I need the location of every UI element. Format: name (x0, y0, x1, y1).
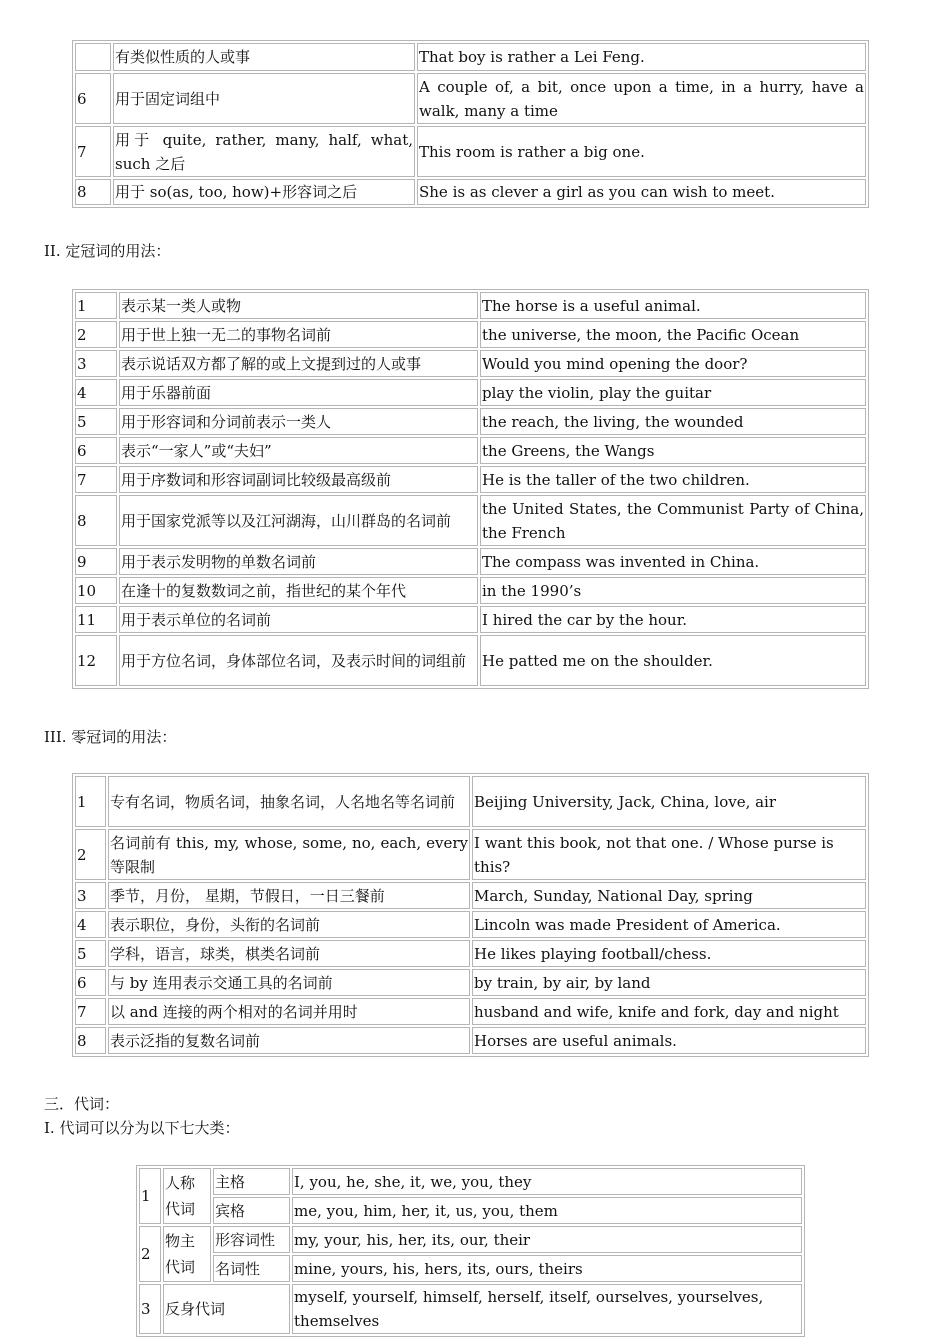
table-row (75, 940, 866, 967)
table-row (75, 495, 866, 546)
row-number: 12 (75, 635, 117, 686)
table-row (75, 126, 866, 177)
row-number: 8 (75, 179, 111, 205)
row-number: 10 (75, 577, 117, 604)
table-row (75, 179, 866, 205)
usage-cell: 专有名词，物质名词，抽象名词，人名地名等名词前 (108, 776, 470, 827)
usage-cell: 用于表示单位的名词前 (119, 606, 478, 633)
category-cell: 反身代词 (163, 1284, 290, 1334)
usage-cell: 用于乐器前面 (119, 379, 478, 406)
example-cell: I, you, he, she, it, we, you, they (292, 1168, 802, 1195)
usage-cell: 用于表示发明物的单数名词前 (119, 548, 478, 575)
row-number: 3 (75, 350, 117, 377)
row-number: 1 (75, 292, 117, 319)
row-number: 2 (75, 829, 106, 880)
example-cell: play the violin, play the guitar (480, 379, 866, 406)
usage-cell: 用于方位名词，身体部位名词，及表示时间的词组前 (119, 635, 478, 686)
row-number (75, 43, 111, 71)
usage-cell: 用于世上独一无二的事物名词前 (119, 321, 478, 348)
example-cell: That boy is rather a Lei Feng. (417, 43, 866, 71)
usage-cell: 用于国家党派等以及江河湖海，山川群岛的名词前 (119, 495, 478, 546)
example-cell: myself, yourself, himself, herself, itself, ourselves, yourselves, themselves (292, 1284, 802, 1334)
row-number: 8 (75, 495, 117, 546)
row-number: 2 (75, 321, 117, 348)
usage-cell: 用于序数词和形容词副词比较级最高级前 (119, 466, 478, 493)
table-row (75, 321, 866, 348)
usage-cell: 表示泛指的复数名词前 (108, 1027, 470, 1054)
usage-cell: 学科，语言，球类，棋类名词前 (108, 940, 470, 967)
usage-cell: 用于形容词和分词前表示一类人 (119, 408, 478, 435)
table-row (75, 606, 866, 633)
table-row (75, 969, 866, 996)
usage-cell: 表示“一家人”或“夫妇” (119, 437, 478, 464)
pronoun-table (136, 1165, 805, 1337)
example-cell: husband and wife, knife and fork, day and night (472, 998, 866, 1025)
example-cell: She is as clever a girl as you can wish to meet. (417, 179, 866, 205)
row-number: 2 (139, 1226, 161, 1282)
row-number: 3 (75, 882, 106, 909)
table-row (75, 548, 866, 575)
example-cell: the United States, the Communist Party of China, the French (480, 495, 866, 546)
example-cell: The compass was invented in China. (480, 548, 866, 575)
example-cell: The horse is a useful animal. (480, 292, 866, 319)
definite-article-heading: II. 定冠词的用法： (44, 242, 171, 260)
row-number: 5 (75, 408, 117, 435)
example-cell: me, you, him, her, it, us, you, them (292, 1197, 802, 1224)
example-cell: Would you mind opening the door? (480, 350, 866, 377)
definite-article-table (72, 289, 869, 689)
example-cell: Beijing University, Jack, China, love, air (472, 776, 866, 827)
example-cell: He likes playing football/chess. (472, 940, 866, 967)
usage-cell: 以 and 连接的两个相对的名词并用时 (108, 998, 470, 1025)
table-row (75, 1027, 866, 1054)
indefinite-article-table (72, 40, 869, 208)
zero-article-table (72, 773, 869, 1057)
row-number: 6 (75, 437, 117, 464)
row-number: 3 (139, 1284, 161, 1334)
usage-cell: 季节，月份， 星期，节假日，一日三餐前 (108, 882, 470, 909)
category-cell: 人称代词 (163, 1168, 211, 1224)
table-row (75, 437, 866, 464)
usage-cell: 表示职位，身份，头衔的名词前 (108, 911, 470, 938)
example-cell: Lincoln was made President of America. (472, 911, 866, 938)
example-cell: I hired the car by the hour. (480, 606, 866, 633)
subcategory-cell: 名词性 (213, 1255, 290, 1282)
usage-cell: 与 by 连用表示交通工具的名词前 (108, 969, 470, 996)
table-row (75, 73, 866, 124)
table-row (75, 998, 866, 1025)
row-number: 7 (75, 126, 111, 177)
example-cell: March, Sunday, National Day, spring (472, 882, 866, 909)
example-cell: He is the taller of the two children. (480, 466, 866, 493)
row-number: 7 (75, 998, 106, 1025)
table-row (75, 829, 866, 880)
usage-cell: 表示某一类人或物 (119, 292, 478, 319)
row-number: 8 (75, 1027, 106, 1054)
example-cell: in the 1990’s (480, 577, 866, 604)
table-row (75, 911, 866, 938)
example-cell: A couple of, a bit, once upon a time, in a hurry, have a walk, many a time (417, 73, 866, 124)
row-number: 6 (75, 969, 106, 996)
table-row (75, 466, 866, 493)
table-row (75, 379, 866, 406)
example-cell: the reach, the living, the wounded (480, 408, 866, 435)
usage-cell: 有类似性质的人或事 (113, 43, 415, 71)
example-cell: the Greens, the Wangs (480, 437, 866, 464)
table-row (139, 1284, 802, 1334)
example-cell: my, your, his, her, its, our, their (292, 1226, 802, 1253)
zero-article-heading: III. 零冠词的用法： (44, 728, 177, 746)
pronoun-section-heading: 三．代词： (44, 1095, 120, 1113)
subcategory-cell: 主格 (213, 1168, 290, 1195)
usage-cell: 名词前有 this, my, whose, some, no, each, every 等限制 (108, 829, 470, 880)
example-cell: mine, yours, his, hers, its, ours, theirs (292, 1255, 802, 1282)
row-number: 6 (75, 73, 111, 124)
row-number: 4 (75, 379, 117, 406)
row-number: 1 (75, 776, 106, 827)
table-row (139, 1255, 802, 1282)
subcategory-cell: 宾格 (213, 1197, 290, 1224)
row-number: 9 (75, 548, 117, 575)
table-row (75, 635, 866, 686)
example-cell: He patted me on the shoulder. (480, 635, 866, 686)
row-number: 5 (75, 940, 106, 967)
example-cell: Horses are useful animals. (472, 1027, 866, 1054)
example-cell: the universe, the moon, the Pacific Ocean (480, 321, 866, 348)
usage-cell: 表示说话双方都了解的或上文提到过的人或事 (119, 350, 478, 377)
table-row (75, 882, 866, 909)
table-row (139, 1197, 802, 1224)
row-number: 1 (139, 1168, 161, 1224)
row-number: 7 (75, 466, 117, 493)
table-row (75, 292, 866, 319)
table-row (75, 408, 866, 435)
usage-cell: 用于 so(as, too, how)+形容词之后 (113, 179, 415, 205)
table-row (139, 1226, 802, 1253)
category-cell: 物主代词 (163, 1226, 211, 1282)
usage-cell: 用于固定词组中 (113, 73, 415, 124)
usage-cell: 用于 quite, rather, many, half, what, such 之后 (113, 126, 415, 177)
row-number: 11 (75, 606, 117, 633)
table-row (75, 43, 866, 71)
table-row (139, 1168, 802, 1195)
table-row (75, 776, 866, 827)
table-row (75, 577, 866, 604)
usage-cell: 在逢十的复数数词之前，指世纪的某个年代 (119, 577, 478, 604)
row-number: 4 (75, 911, 106, 938)
example-cell: I want this book, not that one. / Whose purse is this? (472, 829, 866, 880)
example-cell: This room is rather a big one. (417, 126, 866, 177)
table-row (75, 350, 866, 377)
pronoun-categories-heading: I. 代词可以分为以下七大类： (44, 1119, 240, 1137)
example-cell: by train, by air, by land (472, 969, 866, 996)
subcategory-cell: 形容词性 (213, 1226, 290, 1253)
